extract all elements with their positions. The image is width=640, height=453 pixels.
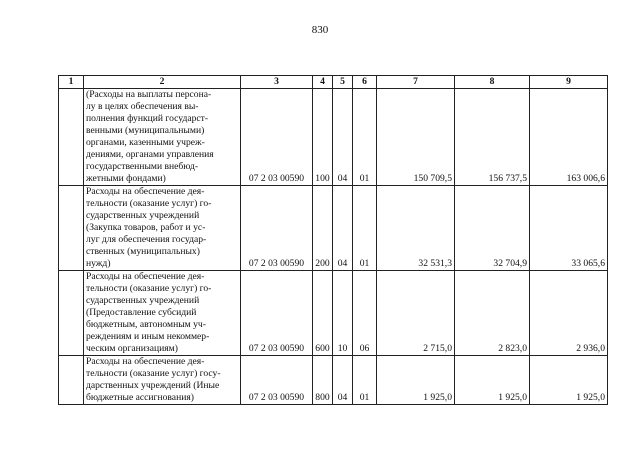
amount-cell-8: 2 823,0 (455, 271, 530, 356)
amount-cell-7: 150 709,5 (377, 89, 455, 186)
amount-cell-7: 32 531,3 (377, 186, 455, 271)
expense-type-cell: 800 (313, 356, 333, 405)
expense-type-cell: 100 (313, 89, 333, 186)
description-cell: Расходы на обеспечение дея- тельности (оказание услуг) госу- дарственных учреждений (Иные бюджетные ассигнования) (84, 356, 241, 405)
amount-cell-7: 2 715,0 (377, 271, 455, 356)
column-header: 3 (241, 76, 313, 89)
section-cell: 04 (333, 356, 353, 405)
amount-cell-9: 1 925,0 (530, 356, 608, 405)
column-header: 7 (377, 76, 455, 89)
amount-cell-8: 156 737,5 (455, 89, 530, 186)
budget-table (58, 75, 608, 405)
description-cell: (Расходы на выплаты персона- лу в целях обеспечения вы- полнения функций государст- венными (муниципальными) органами, казенными учреж- дениями, органами управления государственными внебюд- жетными фондами) (84, 89, 241, 186)
section-cell: 04 (333, 186, 353, 271)
header-row (59, 76, 608, 89)
section-cell: 04 (333, 89, 353, 186)
column-header: 2 (84, 76, 241, 89)
code-cell: 07 2 03 00590 (241, 271, 313, 356)
code-cell: 07 2 03 00590 (241, 186, 313, 271)
table-row (59, 356, 608, 405)
description-cell: Расходы на обеспечение дея- тельности (оказание услуг) го- сударственных учреждений (Закупка товаров, работ и ус- луг для обеспечения государ- ственных (муниципальных) нужд) (84, 186, 241, 271)
column-header: 4 (313, 76, 333, 89)
subsection-cell: 01 (353, 89, 377, 186)
amount-cell-8: 1 925,0 (455, 356, 530, 405)
code-cell: 07 2 03 00590 (241, 356, 313, 405)
table-row (59, 271, 608, 356)
amount-cell-7: 1 925,0 (377, 356, 455, 405)
description-cell: Расходы на обеспечение дея- тельности (оказание услуг) го- сударственных учреждений (Предоставление субсидий бюджетным, автономным уч- реждениям и иным некоммер- ческим организациям) (84, 271, 241, 356)
column-header: 1 (59, 76, 84, 89)
amount-cell-8: 32 704,9 (455, 186, 530, 271)
row-number-cell (59, 186, 84, 271)
row-number-cell (59, 271, 84, 356)
column-header: 9 (530, 76, 608, 89)
table-row (59, 89, 608, 186)
table-row (59, 186, 608, 271)
subsection-cell: 06 (353, 271, 377, 356)
expense-type-cell: 200 (313, 186, 333, 271)
subsection-cell: 01 (353, 356, 377, 405)
amount-cell-9: 163 006,6 (530, 89, 608, 186)
subsection-cell: 01 (353, 186, 377, 271)
column-header: 5 (333, 76, 353, 89)
expense-type-cell: 600 (313, 271, 333, 356)
row-number-cell (59, 356, 84, 405)
amount-cell-9: 2 936,0 (530, 271, 608, 356)
section-cell: 10 (333, 271, 353, 356)
row-number-cell (59, 89, 84, 186)
page-number: 830 (311, 24, 329, 36)
code-cell: 07 2 03 00590 (241, 89, 313, 186)
amount-cell-9: 33 065,6 (530, 186, 608, 271)
column-header: 6 (353, 76, 377, 89)
column-header: 8 (455, 76, 530, 89)
